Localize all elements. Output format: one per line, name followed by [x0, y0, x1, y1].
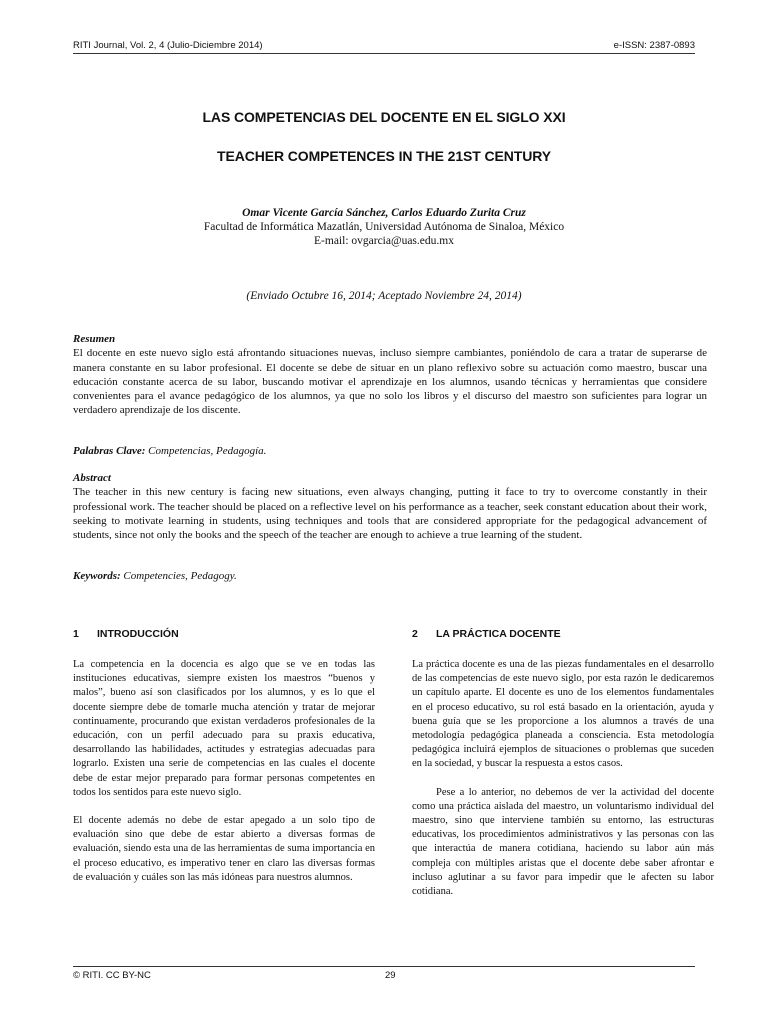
page-header: [73, 40, 695, 54]
section-1-body: [73, 658, 375, 899]
title-english: TEACHER COMPETENCES IN THE 21ST CENTURY: [217, 148, 551, 164]
author-names: Omar Vicente García Sánchez, Carlos Eduardo Zurita Cruz: [242, 207, 526, 219]
abstract-heading: Abstract: [73, 472, 111, 484]
authors-block: [73, 206, 695, 248]
section-2-body: [412, 658, 714, 913]
section-1-title: [73, 628, 179, 640]
section-2-title: [412, 628, 561, 640]
keywords: [73, 569, 707, 583]
author-email[interactable]: E-mail: ovgarcia@uas.edu.mx: [314, 235, 454, 247]
section-1-label: INTRODUCCIÓN: [97, 628, 179, 640]
section-1-number: 1: [73, 628, 79, 640]
issn: e-ISSN: 2387-0893: [613, 40, 695, 51]
section-2-paragraph: Pese a lo anterior, no debemos de ver la actividad del docente como una práctica aislada del maestro, un voluntarismo individual del maestro, sino que interviene también su entorno, las estructuras educativas, los procedimientos administrativos y las personas con las que interactúa de manera cotidiana, haciendo su labor aún más compleja con múltiples aristas que el docente debe saber afrontar e incluso aglutinar a su favor para impedir que le afecten su labor cotidiana.: [412, 786, 714, 898]
resumen-heading: Resumen: [73, 333, 116, 345]
section-1-paragraph: La competencia en la docencia es algo que se ve en todas las instituciones educativas, siempre existen los maestros “buenos y malos”, bueno así son clasificados por los alumnos, y es lo que el docente siempre debe de tomarle mucha atención y tratar de mejorar continuamente, procurando que existan verdaderos profesionales de la educación, con un perfil adecuado para su praxis educativa, desarrollando las habilidades, actitudes y estrategias adecuadas para lograrlo. Existen una serie de competencias en las cuales el docente debe de estar mejor preparado para formar personas competentes en todos los sentidos para este nuevo siglo.: [73, 659, 375, 798]
abstract-block: [73, 471, 707, 542]
license: © RITI. CC BY-NC: [73, 970, 151, 981]
resumen-block: [73, 332, 707, 418]
section-2-paragraph: La práctica docente es una de las piezas fundamentales en el desarrollo de las competencias de este nuevo siglo, por esta razón le dedicaremos un capítulo aparte. El docente es uno de los elementos fundamentales en el proceso educativo, su rol está basado en la orientación, ayuda y buena guía que se les proporcione a los alumnos a través de una metodología pedagógica planeada a consciencia. Esta metodología pedagógica incluirá ejemplos de situaciones o problemas que suceden en la sociedad, y buscar la respuesta a estos casos.: [412, 659, 714, 770]
title-spanish: LAS COMPETENCIAS DEL DOCENTE EN EL SIGLO XXI: [202, 109, 566, 125]
palabras-clave: [73, 444, 707, 458]
journal-citation: RITI Journal, Vol. 2, 4 (Julio-Diciembre 2014): [73, 40, 263, 51]
page-footer: [73, 966, 695, 981]
section-2-label: LA PRÁCTICA DOCENTE: [436, 628, 561, 640]
affiliation: Facultad de Informática Mazatlán, Universidad Autónoma de Sinaloa, México: [203, 221, 565, 233]
page-number: 29: [385, 970, 396, 981]
submission-dates: (Enviado Octubre 16, 2014; Aceptado Noviembre 24, 2014): [246, 290, 522, 302]
keywords-value: Competencies, Pedagogy.: [123, 570, 237, 582]
keywords-label: Keywords:: [73, 570, 121, 582]
palabras-clave-value: Competencias, Pedagogía.: [148, 445, 267, 457]
section-2-number: 2: [412, 628, 418, 640]
abstract-text: The teacher in this new century is facing new situations, even always changing, putting it face to try to overcome constantly in their professional work. The teacher should be placed on a reflective level on his performance as a teacher, seek constant education about their work, seeking to motivate learning in students, using techniques and tools that are considered appropriate for the pedagogical advancement of students, since not only the books and the speech of the teacher are enough to achieve a true learning of the student.: [73, 486, 707, 542]
resumen-text: El docente en este nuevo siglo está afrontando situaciones nuevas, incluso siempre cambiantes, poniéndolo de cara a tratar de superarse de manera constante en su labor profesional. El docente se debe de situar en un plano reflexivo sobre su actuación como maestro, buscar una educación constante acerca de su labor, buscando motivar el aprendizaje en los alumnos, usando técnicas y herramientas que considere convenientes para el avance pedagógico de los alumnos, ya que no solo los libros y el discurso del maestro son suficientes para lograr un verdadero aprendizaje de los discente.: [73, 347, 707, 417]
section-1-paragraph: El docente además no debe de estar apegado a un solo tipo de evaluación sino que debe de estar abierto a diversas formas de evaluación, siendo esta una de las herramientas de suma importancia en el proceso educativo, es imperativo tener en claro las diversas formas de evaluación y cuáles son las más idóneas para nuestros alumnos.: [73, 815, 375, 883]
palabras-clave-label: Palabras Clave:: [73, 445, 146, 457]
